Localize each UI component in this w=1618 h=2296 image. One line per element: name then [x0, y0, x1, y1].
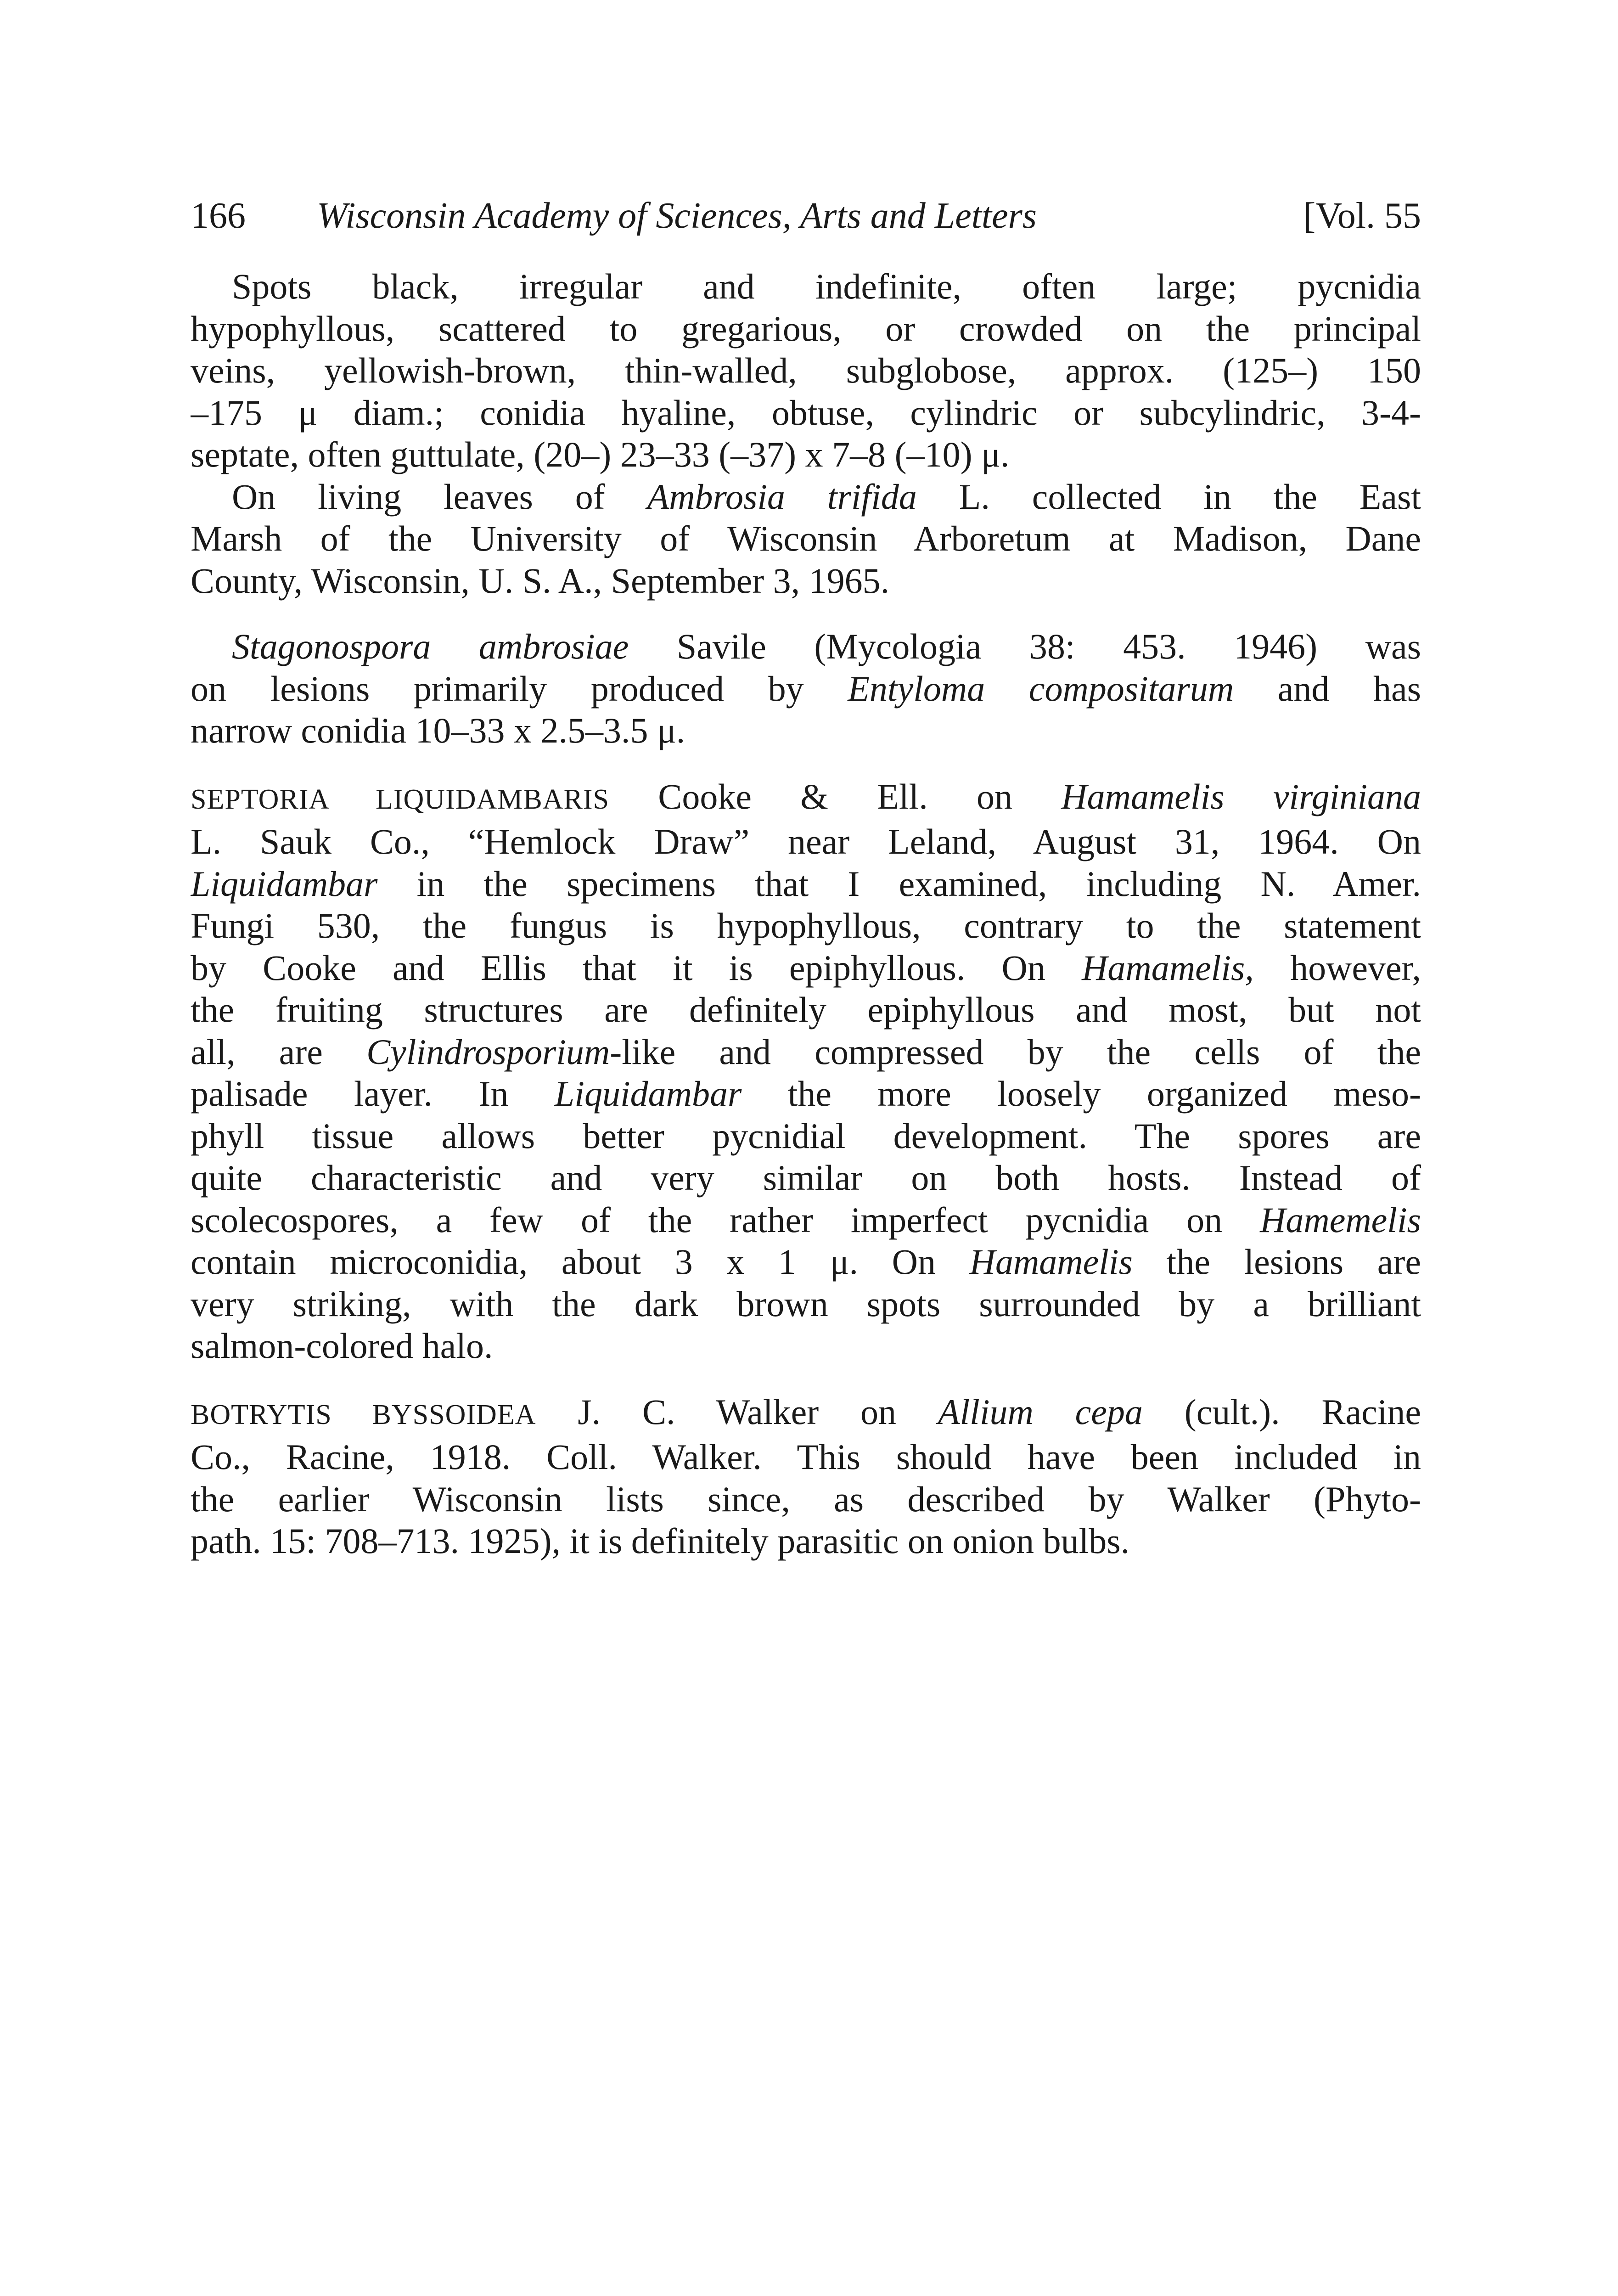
text-line: [191, 1073, 1421, 1115]
species-name: Cylindrosporium: [366, 1031, 610, 1072]
text-line: [191, 776, 1421, 821]
text-line: [191, 1031, 1421, 1073]
taxon-heading: SEPTORIA LIQUIDAMBARIS: [191, 783, 610, 815]
text-line: Marsh of the University of Wisconsin Arboretum at Madison, Dane: [191, 518, 1421, 558]
species-name: Liquidambar: [191, 863, 378, 904]
text-run: in the specimens that I examined, including N. Amer.: [377, 863, 1421, 904]
text-line: the earlier Wisconsin lists since, as described by Walker (Phyto-: [191, 1479, 1421, 1519]
text-line: salmon-colored halo.: [191, 1326, 493, 1366]
text-line: L. Sauk Co., “Hemlock Draw” near Leland, August 31, 1964. On: [191, 822, 1421, 861]
text-line: quite characteristic and very similar on both hosts. Instead of: [191, 1158, 1421, 1198]
paragraph-gap: [191, 602, 1421, 625]
text-run: the lesions are: [1132, 1242, 1421, 1282]
text-line: phyll tissue allows better pycnidial development. The spores are: [191, 1115, 1421, 1156]
text-line: very striking, with the dark brown spots surrounded by a brilliant: [191, 1283, 1421, 1324]
text-line: Fungi 530, the fungus is hypophyllous, contrary to the statement: [191, 906, 1421, 945]
text-run: on lesions primarily produced by: [191, 668, 848, 709]
text-line: [191, 947, 1421, 989]
text-run: contain microconidia, about 3 x 1 μ. On: [191, 1242, 936, 1282]
text-line: Co., Racine, 1918. Coll. Walker. This should have been included in: [191, 1437, 1421, 1477]
volume-label: [Vol. 55: [1303, 196, 1421, 236]
paragraph-collection: [191, 476, 1421, 602]
text-line: veins, yellowish-brown, thin-walled, subglobose, approx. (125–) 150: [191, 350, 1421, 390]
text-line: the fruiting structures are definitely epiphyllous and most, but not: [191, 990, 1421, 1030]
paragraph-septoria: [191, 776, 1421, 1367]
text-line: [191, 625, 1421, 668]
text-line: [191, 668, 1421, 710]
running-head: [191, 193, 1421, 239]
paragraph-description: [191, 265, 1421, 476]
text-line: narrow conidia 10–33 x 2.5–3.5 μ.: [191, 710, 685, 750]
taxon-heading: BOTRYTIS BYSSOIDEA: [191, 1399, 536, 1430]
text-line: –175 μ diam.; conidia hyaline, obtuse, cylindric or subcylindric, 3-4-: [191, 392, 1421, 433]
text-run: -like and compressed by the cells of the: [610, 1031, 1421, 1072]
text-run: L. collected in the East: [916, 476, 1421, 517]
text-run: Cooke & Ell. on: [609, 776, 1062, 816]
text-run: by Cooke and Ellis that it is epiphyllous. On: [191, 947, 1082, 988]
text-run: Savile (Mycologia 38: 453. 1946) was: [629, 626, 1421, 666]
species-name: Stagonospora ambrosiae: [232, 626, 629, 666]
species-name: Hamamelis virginiana: [1061, 776, 1421, 816]
species-name: Liquidambar: [554, 1074, 742, 1114]
species-name: Ambrosia trifida: [647, 476, 917, 517]
species-name: Allium cepa: [938, 1391, 1143, 1432]
journal-title: Wisconsin Academy of Sciences, Arts and Letters: [317, 196, 1037, 236]
paragraph-gap: [191, 1367, 1421, 1391]
text-run: scolecospores, a few of the rather imperfect pycnidia on: [191, 1199, 1223, 1240]
text-line: [191, 1241, 1421, 1283]
text-run: however,: [1253, 947, 1421, 988]
page-content: [191, 193, 1421, 1562]
text-line: [191, 1391, 1421, 1436]
text-line: path. 15: 708–713. 1925), it is definitely parasitic on onion bulbs.: [191, 1521, 1130, 1561]
text-line: County, Wisconsin, U. S. A., September 3, 1965.: [191, 560, 890, 601]
text-run: J. C. Walker on: [536, 1391, 938, 1432]
species-name: Hamamelis: [969, 1242, 1133, 1282]
text-line: septate, often guttulate, (20–) 23–33 (–37) x 7–8 (–10) μ.: [191, 434, 1010, 474]
text-run: palisade layer. In: [191, 1074, 555, 1114]
text-run: the more loosely organized meso-: [742, 1074, 1421, 1114]
species-name: Hamamelis,: [1082, 947, 1254, 988]
species-name: Entyloma compositarum: [848, 668, 1234, 709]
text-run: all, are: [191, 1031, 367, 1072]
text-line: [191, 863, 1421, 905]
paragraph-botrytis: [191, 1391, 1421, 1562]
text-line: hypophyllous, scattered to gregarious, or crowded on the principal: [191, 308, 1421, 349]
text-line: Spots black, irregular and indefinite, often large; pycnidia: [232, 266, 1421, 306]
species-name: Hamemelis: [1260, 1199, 1421, 1240]
paragraph-stagonospora: [191, 625, 1421, 752]
text-run: and has: [1234, 668, 1421, 709]
paragraph-gap: [191, 752, 1421, 776]
text-run: (cult.). Racine: [1142, 1391, 1421, 1432]
text-line: [191, 1199, 1421, 1241]
page-number: 166: [191, 196, 246, 236]
text-line: [191, 476, 1421, 518]
text-run: On living leaves of: [232, 476, 647, 517]
